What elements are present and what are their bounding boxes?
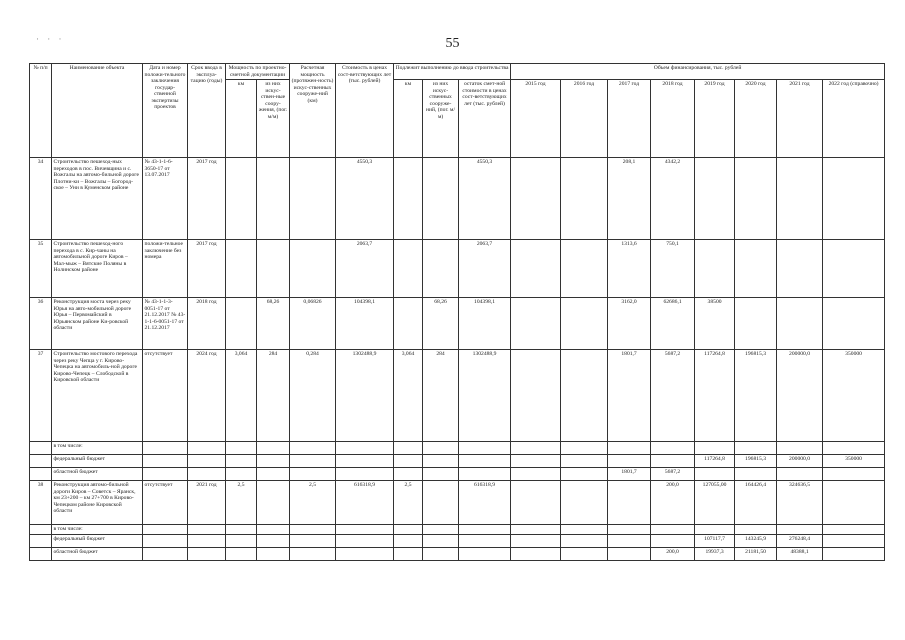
cell-km: 3,064 [226, 350, 257, 442]
cell-cost [336, 547, 394, 560]
cell-num: 37 [30, 350, 52, 442]
cell-str [257, 534, 290, 547]
cell-y2022 [823, 442, 885, 455]
cell-name: федеральный бюджет [52, 455, 143, 468]
cell-y2019: 19937,3 [695, 547, 735, 560]
cell-term: 2024 год [188, 350, 226, 442]
cell-y2018: 5687,2 [651, 468, 695, 481]
cell-str [257, 468, 290, 481]
cell-y2016 [561, 525, 608, 535]
cell-str: 284 [257, 350, 290, 442]
col-year-2015: 2015 год [511, 80, 561, 158]
cell-y2016 [561, 158, 608, 240]
cell-km [226, 455, 257, 468]
cell-exp [143, 455, 188, 468]
cell-y2015 [511, 158, 561, 240]
cell-rcost [459, 455, 511, 468]
cell-km [226, 525, 257, 535]
cell-term [188, 534, 226, 547]
cell-term [188, 525, 226, 535]
col-cost: Стоимость в ценах сост-ветствующих лет (тыс. рублей) [336, 64, 394, 158]
cell-rcost: 104398,1 [459, 298, 511, 350]
col-financing-group: Объем финансирования, тыс. рублей [511, 64, 885, 80]
cell-y2016 [561, 240, 608, 298]
cell-num: 34 [30, 158, 52, 240]
cell-y2022 [823, 158, 885, 240]
cell-name: Строительство мостового перехода через реку Чепца у г. Кирово-Чепецка на автомобиль-ной дороге Кирово-Чепецк – Слободской в Кировской области [52, 350, 143, 442]
cell-str [257, 442, 290, 455]
cell-y2022 [823, 240, 885, 298]
table-body [30, 158, 885, 561]
cell-y2017 [608, 525, 651, 535]
cell-term [188, 455, 226, 468]
cell-cost: 104398,1 [336, 298, 394, 350]
cell-y2022: 350000 [823, 350, 885, 442]
col-remaining-km: км [394, 80, 423, 158]
cell-rstr: 68,26 [423, 298, 459, 350]
cell-y2020: 164426,4 [735, 481, 777, 525]
cell-num [30, 455, 52, 468]
cell-rkm: 3,064 [394, 350, 423, 442]
cell-cost [336, 442, 394, 455]
cell-cost [336, 455, 394, 468]
cell-y2018: 750,1 [651, 240, 695, 298]
col-capacity-structures: из них искус-ствен-ные соору-жения, (пог. м/м) [257, 80, 290, 158]
col-expertise: Дата и номер положи-тельного заключения государ-ственной экспертизы проектов [143, 64, 188, 158]
cell-y2018: 200,0 [651, 481, 695, 525]
cell-str [257, 240, 290, 298]
table-header [30, 64, 885, 158]
cell-y2020 [735, 298, 777, 350]
cell-y2022 [823, 468, 885, 481]
cell-y2018 [651, 442, 695, 455]
cell-y2016 [561, 534, 608, 547]
col-capacity-km: км [226, 80, 257, 158]
cell-y2015 [511, 547, 561, 560]
cell-name: Строительство пешеход-ных переходов в пос. Вичевщина и с. Вожгалы на автомо-бильной дороге Плотни-ки – Вожгалы – Богород-ское – Уни в Куменском районе [52, 158, 143, 240]
cell-y2018: 62686,1 [651, 298, 695, 350]
cell-rstr [423, 442, 459, 455]
cell-num: 35 [30, 240, 52, 298]
table-row [30, 240, 885, 298]
cell-rstr [423, 547, 459, 560]
cell-rcost: 2063,7 [459, 240, 511, 298]
cell-rkm [394, 547, 423, 560]
cell-y2021: 48388,1 [777, 547, 823, 560]
cell-km [226, 534, 257, 547]
cell-exp [143, 547, 188, 560]
cell-rkm [394, 442, 423, 455]
cell-km [226, 158, 257, 240]
cell-term [188, 468, 226, 481]
cell-term [188, 547, 226, 560]
cell-num [30, 547, 52, 560]
cell-y2020: 196815,3 [735, 455, 777, 468]
cell-y2019: 38500 [695, 298, 735, 350]
cell-y2020 [735, 442, 777, 455]
cell-y2022 [823, 547, 885, 560]
cell-rkm [394, 468, 423, 481]
cell-y2019 [695, 468, 735, 481]
cell-cost: 2063,7 [336, 240, 394, 298]
table-row [30, 525, 885, 535]
cell-str [257, 481, 290, 525]
cell-y2015 [511, 298, 561, 350]
cell-name: федеральный бюджет [52, 534, 143, 547]
cell-cost: 616318,9 [336, 481, 394, 525]
cell-exp [143, 534, 188, 547]
cell-y2020 [735, 468, 777, 481]
cell-name: в том числе: [52, 525, 143, 535]
cell-km [226, 547, 257, 560]
cell-y2015 [511, 468, 561, 481]
col-num: № п/п [30, 64, 52, 158]
cell-rcost [459, 534, 511, 547]
cell-y2017: 1801,7 [608, 350, 651, 442]
cell-y2022 [823, 525, 885, 535]
cell-rcost [459, 468, 511, 481]
cell-cost [336, 468, 394, 481]
cell-y2015 [511, 525, 561, 535]
cell-y2017: 1801,7 [608, 468, 651, 481]
cell-rstr [423, 481, 459, 525]
table-row [30, 547, 885, 560]
col-remaining-structures: из них искус-ственных сооруже-ний, (пог. м/м) [423, 80, 459, 158]
cell-rstr: 284 [423, 350, 459, 442]
cell-y2017 [608, 481, 651, 525]
cell-y2016 [561, 468, 608, 481]
cell-dcap [290, 442, 336, 455]
cell-num [30, 442, 52, 455]
cell-y2021 [777, 525, 823, 535]
cell-y2015 [511, 240, 561, 298]
cell-y2017: 3162,0 [608, 298, 651, 350]
cell-y2019: 117264,8 [695, 350, 735, 442]
cell-km [226, 298, 257, 350]
cell-str [257, 158, 290, 240]
col-year-2019: 2019 год [695, 80, 735, 158]
cell-rstr [423, 158, 459, 240]
table-row [30, 468, 885, 481]
col-commission-term: Срок ввода в эксплуа-тацию (годы) [188, 64, 226, 158]
cell-str [257, 547, 290, 560]
cell-y2021 [777, 240, 823, 298]
cell-y2020: 196815,3 [735, 350, 777, 442]
cell-exp [143, 525, 188, 535]
cell-y2015 [511, 455, 561, 468]
cell-y2021: 276248,4 [777, 534, 823, 547]
cell-y2022 [823, 481, 885, 525]
cell-rcost [459, 547, 511, 560]
table-row [30, 442, 885, 455]
cell-num: 38 [30, 481, 52, 525]
cell-y2022 [823, 534, 885, 547]
cell-y2019: 117264,8 [695, 455, 735, 468]
cell-y2018: 5687,2 [651, 350, 695, 442]
cell-y2015 [511, 350, 561, 442]
cell-y2017: 1313,6 [608, 240, 651, 298]
cell-y2018 [651, 525, 695, 535]
cell-y2019 [695, 442, 735, 455]
cell-y2016 [561, 350, 608, 442]
cell-num [30, 534, 52, 547]
cell-num [30, 525, 52, 535]
cell-str [257, 525, 290, 535]
cell-name: Строительство пешеход-ного перехода в с. Кир-чаны на автомобильной дороге Киров – Мал-мыж – Вятские Поляны в Нолинском районе [52, 240, 143, 298]
cell-cost [336, 525, 394, 535]
col-design-capacity: Расчетная мощность (протяжен-ность) искус-ственных сооруже-ний (км) [290, 64, 336, 158]
table-row [30, 350, 885, 442]
cell-dcap [290, 240, 336, 298]
cell-cost [336, 534, 394, 547]
cell-num [30, 468, 52, 481]
cell-y2020 [735, 525, 777, 535]
col-remaining-group: Подлежит выполнению до ввода строительства [394, 64, 511, 80]
cell-y2021 [777, 468, 823, 481]
scan-artifact: · · · [36, 34, 65, 44]
cell-rcost: 1302488,9 [459, 350, 511, 442]
cell-rkm [394, 158, 423, 240]
cell-rcost [459, 442, 511, 455]
cell-y2018 [651, 455, 695, 468]
cell-y2019 [695, 525, 735, 535]
cell-name: областной бюджет [52, 468, 143, 481]
col-year-2017: 2017 год [608, 80, 651, 158]
cell-rkm [394, 298, 423, 350]
cell-name: областной бюджет [52, 547, 143, 560]
cell-dcap [290, 534, 336, 547]
cell-y2018 [651, 534, 695, 547]
cell-rcost: 616318,9 [459, 481, 511, 525]
cell-term: 2017 год [188, 158, 226, 240]
cell-num: 36 [30, 298, 52, 350]
cell-term [188, 442, 226, 455]
cell-km [226, 442, 257, 455]
page-number: 55 [445, 36, 460, 51]
cell-exp: отсутствует [143, 481, 188, 525]
cell-cost: 4550,3 [336, 158, 394, 240]
col-year-2022: 2022 год (справочно) [823, 80, 885, 158]
cell-exp: № 43-1-1-3-0051-17 от 21.12.2017 № 43-1-1-6-0051-17 от 21.12.2017 [143, 298, 188, 350]
cell-exp [143, 442, 188, 455]
cell-name: в том числе: [52, 442, 143, 455]
cell-term: 2021 год [188, 481, 226, 525]
cell-y2020 [735, 240, 777, 298]
table-row [30, 455, 885, 468]
cell-y2019 [695, 240, 735, 298]
cell-y2016 [561, 442, 608, 455]
cell-dcap [290, 525, 336, 535]
cell-dcap [290, 455, 336, 468]
cell-y2018: 4342,2 [651, 158, 695, 240]
cell-y2015 [511, 481, 561, 525]
cell-km: 2,5 [226, 481, 257, 525]
cell-dcap: 0,284 [290, 350, 336, 442]
cell-name: Реконструкция автомо-бильной дороги Киров – Советск – Яранск, км 23+200 – км 27+700 в Кирово-Чепецком районе Кировской области [52, 481, 143, 525]
col-remaining-cost: остаток смет-ной стоимости в ценах сост-ветствующих лет (тыс. рублей) [459, 80, 511, 158]
cell-exp: № 43-1-1-6-3650-17 от 13.07.2017 [143, 158, 188, 240]
cell-str [257, 455, 290, 468]
cell-y2017: 208,1 [608, 158, 651, 240]
col-object-name: Наименование объекта [52, 64, 143, 158]
cell-rcost: 4550,3 [459, 158, 511, 240]
cell-y2017 [608, 455, 651, 468]
cell-rkm [394, 455, 423, 468]
cell-rkm [394, 240, 423, 298]
cell-km [226, 240, 257, 298]
cell-rstr [423, 455, 459, 468]
cell-y2017 [608, 547, 651, 560]
cell-rstr [423, 468, 459, 481]
cell-y2016 [561, 481, 608, 525]
cell-y2015 [511, 442, 561, 455]
col-capacity-group: Мощность по проектно-сметной документации [226, 64, 290, 80]
table-row [30, 534, 885, 547]
cell-rstr [423, 240, 459, 298]
cell-y2019: 107117,7 [695, 534, 735, 547]
cell-term: 2018 год [188, 298, 226, 350]
cell-cost: 1302488,9 [336, 350, 394, 442]
cell-y2019: 127055,00 [695, 481, 735, 525]
cell-y2019 [695, 158, 735, 240]
cell-dcap [290, 547, 336, 560]
table-row [30, 158, 885, 240]
cell-name: Реконструкция моста через реку Юрья на авто-мобильной дороге Юрья – Первомайский в Юрьянском районе Ки-ровской области [52, 298, 143, 350]
col-year-2021: 2021 год [777, 80, 823, 158]
col-year-2018: 2018 год [651, 80, 695, 158]
cell-y2021 [777, 158, 823, 240]
cell-str: 68,26 [257, 298, 290, 350]
cell-dcap [290, 158, 336, 240]
cell-rstr [423, 534, 459, 547]
cell-dcap: 2,5 [290, 481, 336, 525]
col-year-2016: 2016 год [561, 80, 608, 158]
cell-km [226, 468, 257, 481]
cell-exp [143, 468, 188, 481]
cell-y2022: 350000 [823, 455, 885, 468]
cell-y2018: 200,0 [651, 547, 695, 560]
cell-y2016 [561, 547, 608, 560]
table-row [30, 481, 885, 525]
cell-exp: положи-тельное заключение без номера [143, 240, 188, 298]
cell-exp: отсутствует [143, 350, 188, 442]
cell-y2022 [823, 298, 885, 350]
cell-y2017 [608, 442, 651, 455]
cell-y2021: 324636,5 [777, 481, 823, 525]
cell-rstr [423, 525, 459, 535]
cell-y2020 [735, 158, 777, 240]
cell-rkm: 2,5 [394, 481, 423, 525]
cell-rkm [394, 534, 423, 547]
cell-rcost [459, 525, 511, 535]
financing-table [29, 63, 885, 561]
cell-y2020: 21181,50 [735, 547, 777, 560]
cell-dcap: 0,06826 [290, 298, 336, 350]
cell-y2020: 143245,9 [735, 534, 777, 547]
col-year-2020: 2020 год [735, 80, 777, 158]
cell-y2021: 200000,0 [777, 455, 823, 468]
cell-term: 2017 год [188, 240, 226, 298]
cell-y2021 [777, 442, 823, 455]
cell-y2017 [608, 534, 651, 547]
cell-y2015 [511, 534, 561, 547]
cell-y2021 [777, 298, 823, 350]
table-row [30, 298, 885, 350]
cell-rkm [394, 525, 423, 535]
cell-y2016 [561, 455, 608, 468]
cell-y2021: 200000,0 [777, 350, 823, 442]
cell-y2016 [561, 298, 608, 350]
cell-dcap [290, 468, 336, 481]
